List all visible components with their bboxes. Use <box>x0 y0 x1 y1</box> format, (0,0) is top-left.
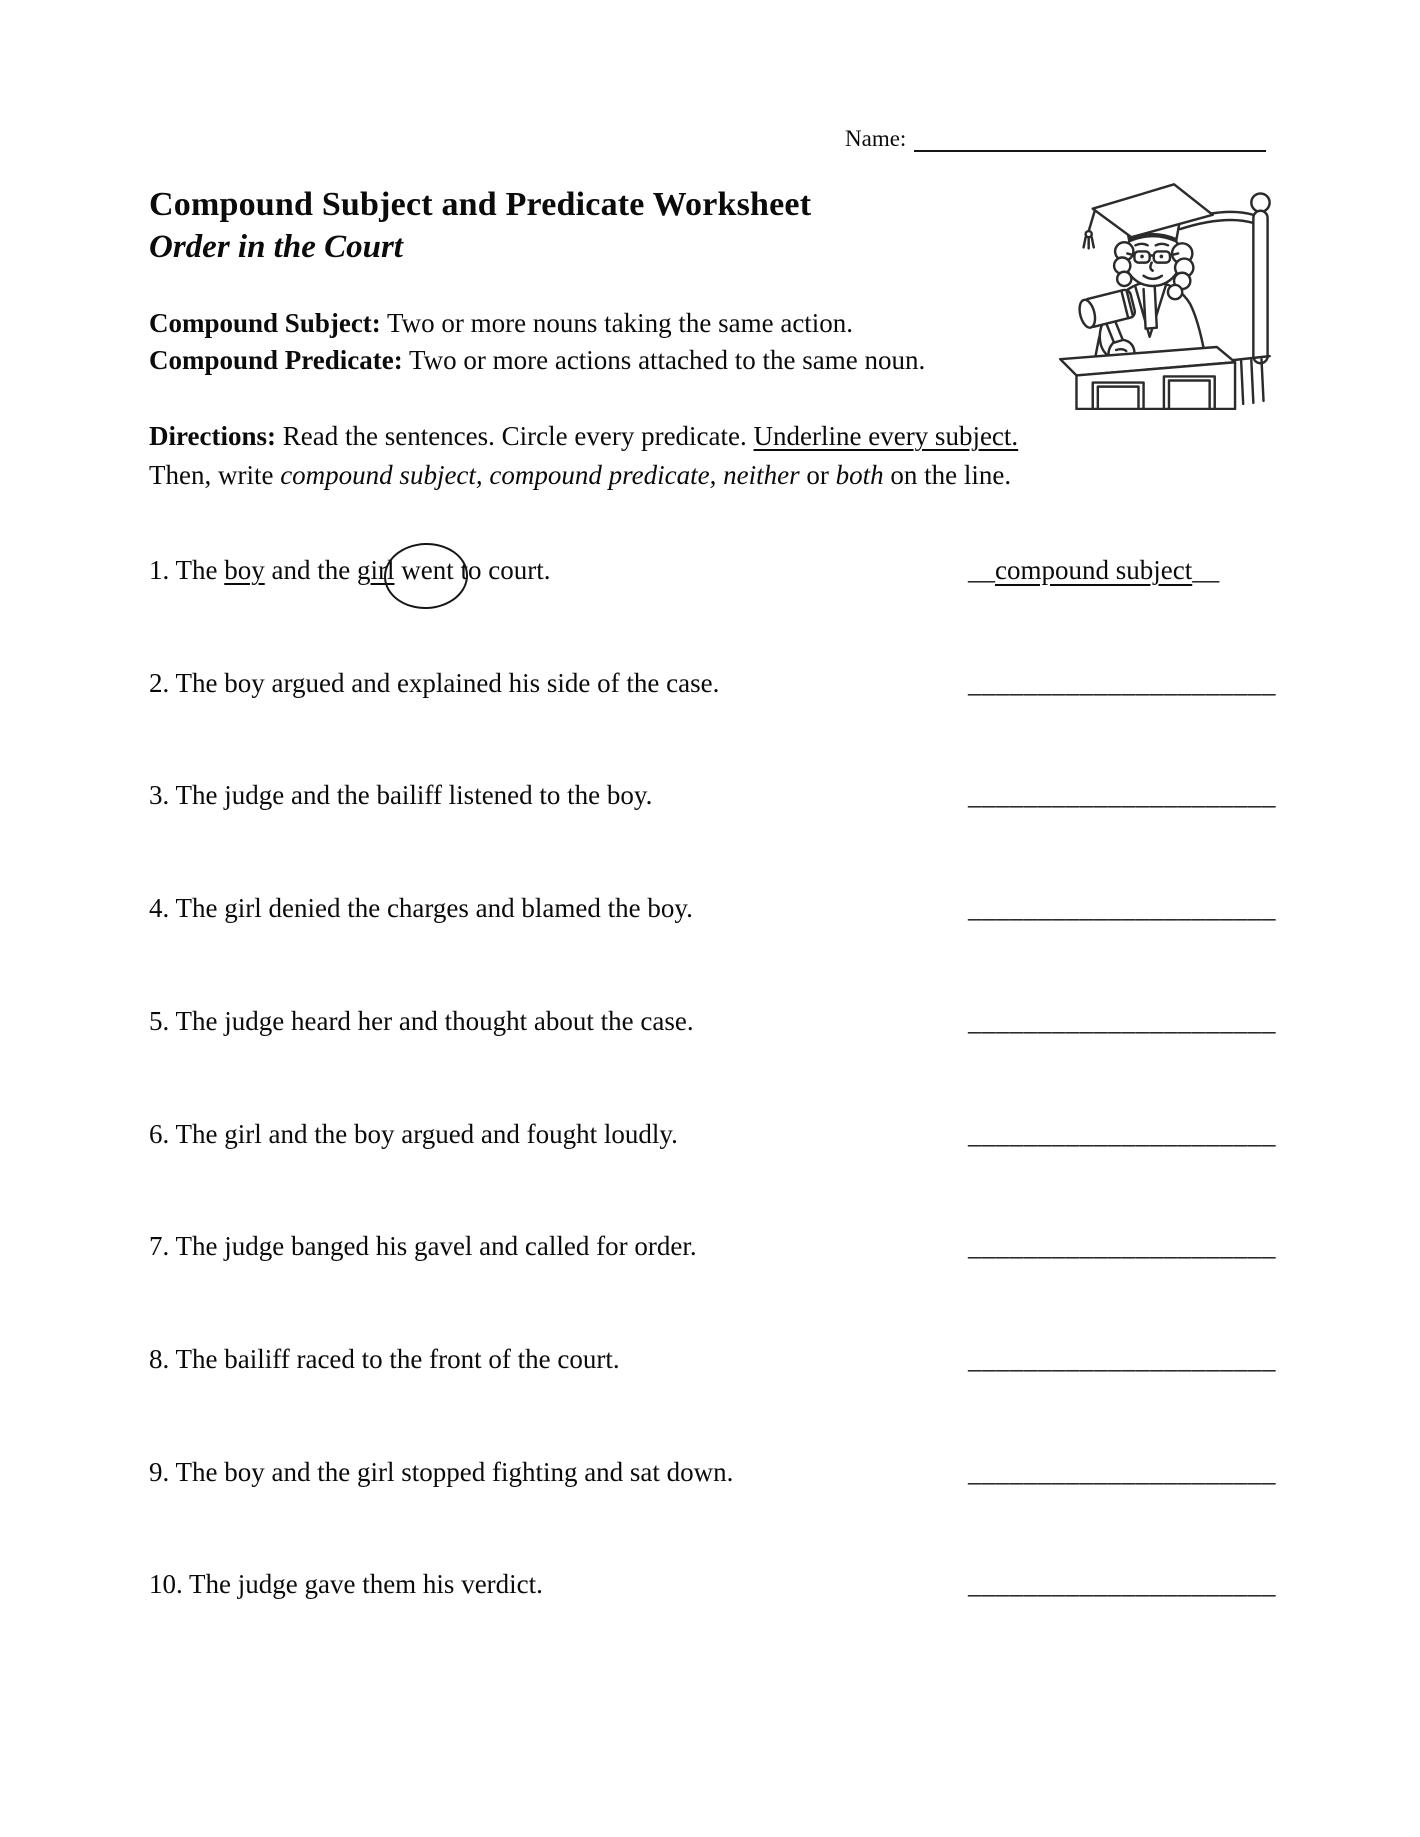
answer-text <box>968 554 1219 587</box>
sentence-row <box>149 1343 1309 1376</box>
answer-underscore: __ <box>968 555 995 585</box>
page-title: Compound Subject and Predicate Worksheet <box>149 186 812 223</box>
sentence-number: 1. <box>149 555 176 585</box>
directions <box>149 417 1018 495</box>
chair-post <box>1253 211 1267 363</box>
sentence-number: 6. <box>149 1119 176 1149</box>
sentence-text: to court. <box>453 555 551 585</box>
sentence-row <box>149 1230 1309 1263</box>
answer-blank-line[interactable]: ______________________ <box>968 780 1276 810</box>
sentence-row <box>149 667 1309 700</box>
answer-blank-line[interactable]: ______________________ <box>968 1344 1276 1374</box>
underlined-subject: girl <box>356 555 395 585</box>
sentence-number: 2. <box>149 668 176 698</box>
definition-term-1: Compound Subject: <box>149 308 381 338</box>
answer-word: compound subject <box>995 555 1193 585</box>
sentence-text: The girl and the boy argued and fought loudly. <box>175 1119 678 1149</box>
directions-underlined: Underline every subject. <box>753 421 1019 451</box>
sentence-row <box>149 1005 1309 1038</box>
page-subtitle: Order in the Court <box>149 229 403 265</box>
sentence-number: 5. <box>149 1006 176 1036</box>
sentence-number: 8. <box>149 1344 176 1374</box>
answer-blank-line[interactable]: ______________________ <box>968 1119 1276 1149</box>
directions-seg1: Read the sentences. Circle every predicate. <box>275 421 754 451</box>
sentence-text: The judge and the bailiff listened to the boy. <box>175 780 653 810</box>
directions-text: or <box>799 460 836 490</box>
judge-illustration <box>1054 164 1286 410</box>
sentence-row <box>149 1456 1309 1489</box>
sentence-text: The boy argued and explained his side of the case. <box>175 668 720 698</box>
sentence-text <box>394 555 401 585</box>
sentence-number: 7. <box>149 1231 176 1261</box>
underlined-subject: boy <box>224 555 265 585</box>
name-blank-line[interactable] <box>914 124 1266 152</box>
definition-term-2: Compound Predicate: <box>149 345 403 375</box>
directions-text: on the line. <box>883 460 1012 490</box>
sentence-number: 3. <box>149 780 176 810</box>
mortarboard <box>1093 184 1213 237</box>
sentence-text: The judge heard her and thought about the case. <box>175 1006 694 1036</box>
sentence-text: The girl denied the charges and blamed the boy. <box>175 893 693 923</box>
answer-blank-line[interactable]: ______________________ <box>968 1457 1276 1487</box>
directions-italic-term: both <box>835 460 884 490</box>
answer-blank-line[interactable]: ______________________ <box>968 1569 1276 1599</box>
definitions <box>149 305 925 379</box>
sentence-row <box>149 892 1309 925</box>
sentence-number: 10. <box>149 1569 190 1599</box>
sentence-text: and the <box>264 555 357 585</box>
answer-blank-line[interactable]: ______________________ <box>968 668 1276 698</box>
sentence-number: 4. <box>149 893 176 923</box>
sentence-row <box>149 1118 1309 1151</box>
sentence-text: The boy and the girl stopped fighting and sat down. <box>175 1457 734 1487</box>
answer-underscore: __ <box>1192 555 1220 585</box>
directions-label: Directions: <box>149 421 276 451</box>
directions-line2 <box>149 460 1011 490</box>
definition-text-2: Two or more actions attached to the same noun. <box>402 345 926 375</box>
sentence-number: 9. <box>149 1457 176 1487</box>
circled-predicate: went <box>401 555 454 585</box>
chair-finial <box>1251 193 1269 211</box>
sentence-text: The judge banged his gavel and called for order. <box>175 1231 697 1261</box>
definition-text-1: Two or more nouns taking the same action. <box>380 308 854 338</box>
name-label: Name: <box>845 126 907 151</box>
sentence-text: The <box>175 555 225 585</box>
answer-blank-line[interactable]: ______________________ <box>968 893 1276 923</box>
sentence-row <box>149 779 1309 812</box>
sentence-text: The judge gave them his verdict. <box>189 1569 543 1599</box>
sentence-row <box>149 554 1309 587</box>
answer-blank-line[interactable]: ______________________ <box>968 1006 1276 1036</box>
name-row <box>845 124 1266 152</box>
answer-blank-line[interactable]: ______________________ <box>968 1231 1276 1261</box>
directions-text: Then, write <box>149 460 281 490</box>
sentence-row <box>149 1568 1309 1601</box>
directions-italic-term: compound subject, compound predicate, neither <box>280 460 800 490</box>
sentence-text: The bailiff raced to the front of the court. <box>175 1344 620 1374</box>
